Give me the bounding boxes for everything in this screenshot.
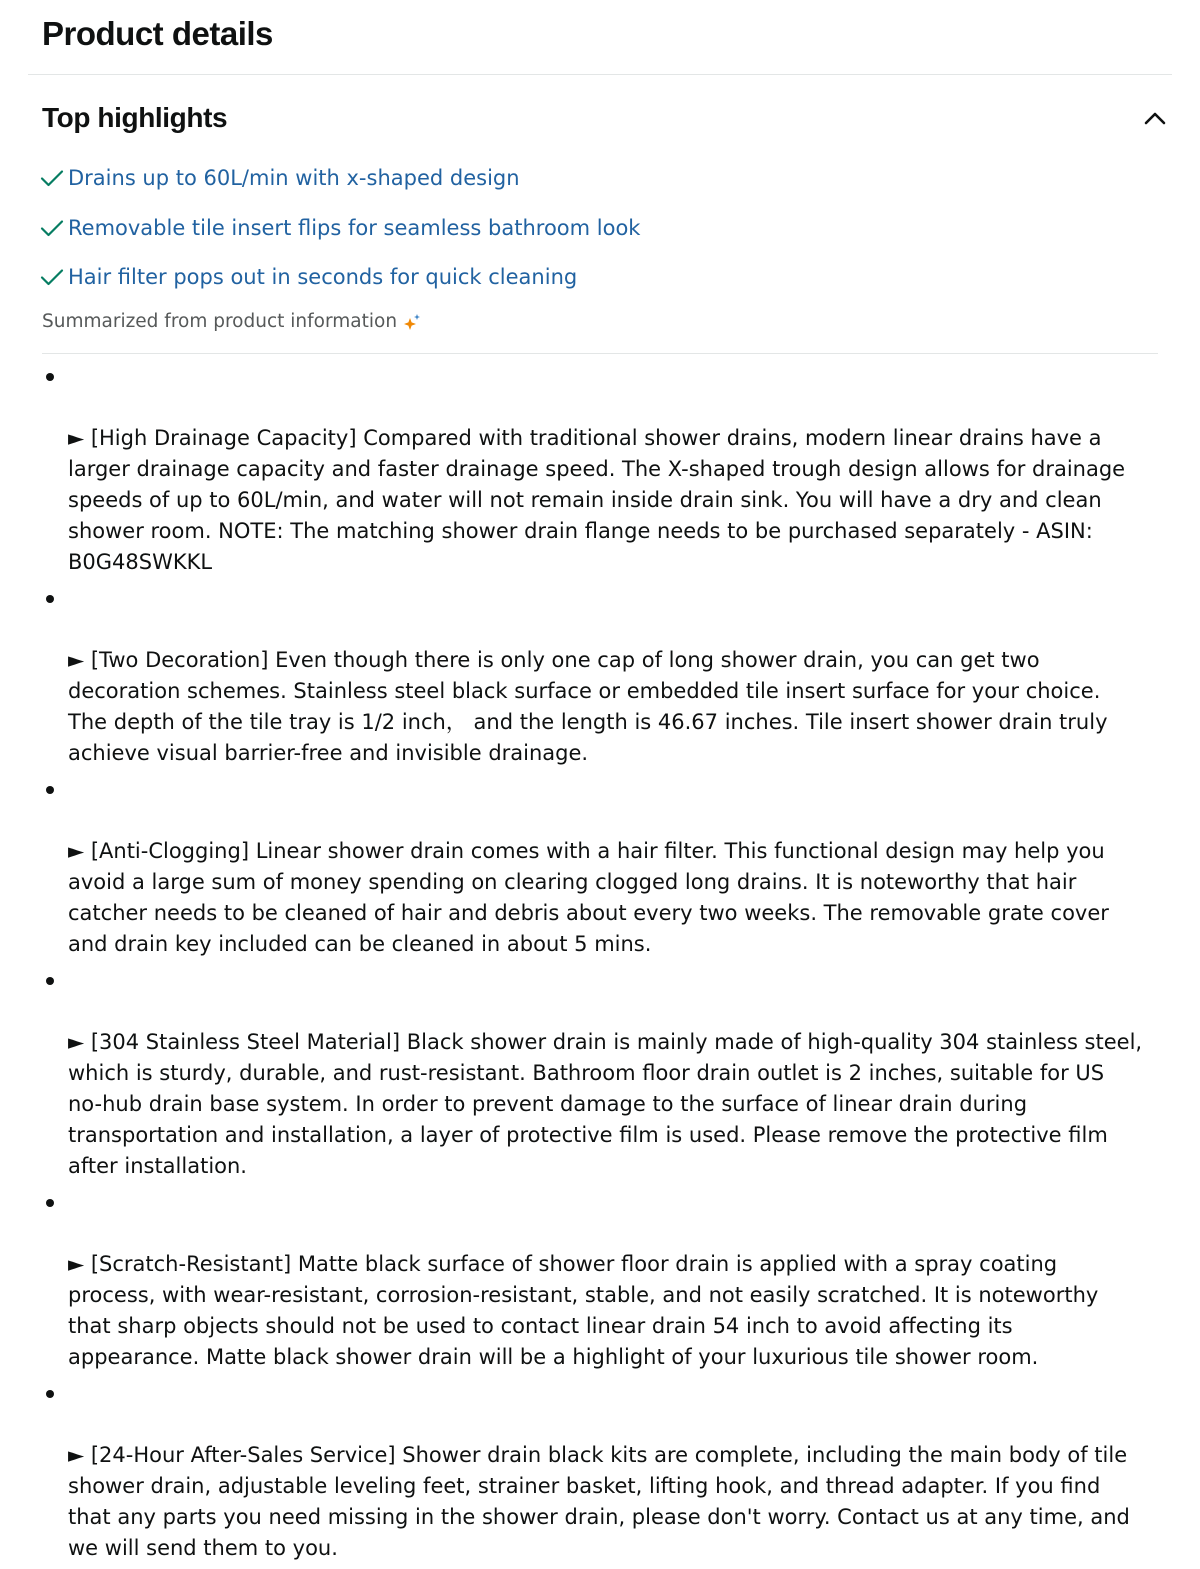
check-icon	[40, 265, 64, 289]
list-item	[68, 583, 1168, 769]
chevron-up-icon[interactable]	[1142, 105, 1168, 131]
feature-text: ► [24-Hour After-Sales Service] Shower drain black kits are complete, including the main body of tile shower drain, adjustable leveling feet, strainer basket, lifting hook, and thread adapter. If you find that any parts you need missing in the shower drain, please don't worry. Contact us at any time, and we will send them to you.	[68, 1443, 1130, 1560]
sparkle-icon	[402, 312, 422, 332]
bullet-dot	[46, 373, 54, 381]
highlight-item	[40, 160, 640, 196]
page-title: Product details	[42, 15, 273, 52]
list-item	[68, 361, 1168, 578]
list-item	[68, 1187, 1168, 1373]
feature-text: ► [Two Decoration] Even though there is only one cap of long shower drain, you can get two decoration schemes. Stainless steel black surface or embedded tile insert surface for your choice. The depth of the tile tray is 1/2 inch， and the length is 46.67 inches. Tile insert shower drain truly achieve visual barrier-free and invisible drainage.	[68, 648, 1108, 765]
list-item	[68, 965, 1168, 1182]
top-highlights-header[interactable]	[42, 98, 1170, 138]
highlight-text: Hair filter pops out in seconds for quick cleaning	[68, 265, 578, 289]
check-icon	[40, 166, 64, 190]
list-item	[68, 774, 1168, 960]
highlight-text: Drains up to 60L/min with x-shaped design	[68, 166, 520, 190]
highlight-text: Removable tile insert flips for seamless bathroom look	[68, 215, 641, 240]
summary-divider	[42, 353, 1158, 354]
feature-text: ► [High Drainage Capacity] Compared with traditional shower drains, modern linear drains have a larger drainage capacity and faster drainage speed. The X-shaped trough design allows for drainage speeds of up to 60L/min, and water will not remain inside drain sink. You will have a dry and clean shower room. NOTE: The matching shower drain flange needs to be purchased separately - ASIN: B0G48SWKKL	[68, 426, 1126, 574]
bullet-dot	[46, 786, 54, 794]
summary-note-text: Summarized from product information	[42, 310, 398, 332]
check-icon	[40, 216, 64, 240]
list-item	[68, 1378, 1168, 1564]
bullet-dot	[46, 1199, 54, 1207]
feature-bullets	[68, 361, 1168, 1569]
feature-text: ► [Anti-Clogging] Linear shower drain comes with a hair filter. This functional design may help you avoid a large sum of money spending on clearing clogged long drains. It is noteworthy that hair catcher needs to be cleaned of hair and debris about every two weeks. The removable grate cover and drain key included can be cleaned in about 5 mins.	[68, 839, 1109, 956]
highlight-item	[40, 210, 640, 246]
bullet-dot	[46, 977, 54, 985]
header-divider	[28, 74, 1172, 75]
feature-text: ► [304 Stainless Steel Material] Black shower drain is mainly made of high-quality 304 stainless steel, which is sturdy, durable, and rust-resistant. Bathroom floor drain outlet is 2 inches, suitable for US no-hub drain base system. In order to prevent damage to the surface of linear drain during transportation and installation, a layer of protective film is used. Please remove the protective film after installation.	[68, 1030, 1143, 1178]
feature-text: ► [Scratch-Resistant] Matte black surface of shower floor drain is applied with a spray coating process, with wear-resistant, corrosion-resistant, stable, and not easily scratched. It is noteworthy that sharp objects should not be used to contact linear drain 54 inch to avoid affecting its appearance. Matte black shower drain will be a highlight of your luxurious tile shower room.	[68, 1252, 1099, 1369]
highlights-list	[40, 160, 640, 309]
summary-note	[42, 310, 422, 332]
bullet-dot	[46, 595, 54, 603]
bullet-dot	[46, 1390, 54, 1398]
section-title: Top highlights	[42, 102, 228, 133]
highlight-item	[40, 259, 640, 295]
